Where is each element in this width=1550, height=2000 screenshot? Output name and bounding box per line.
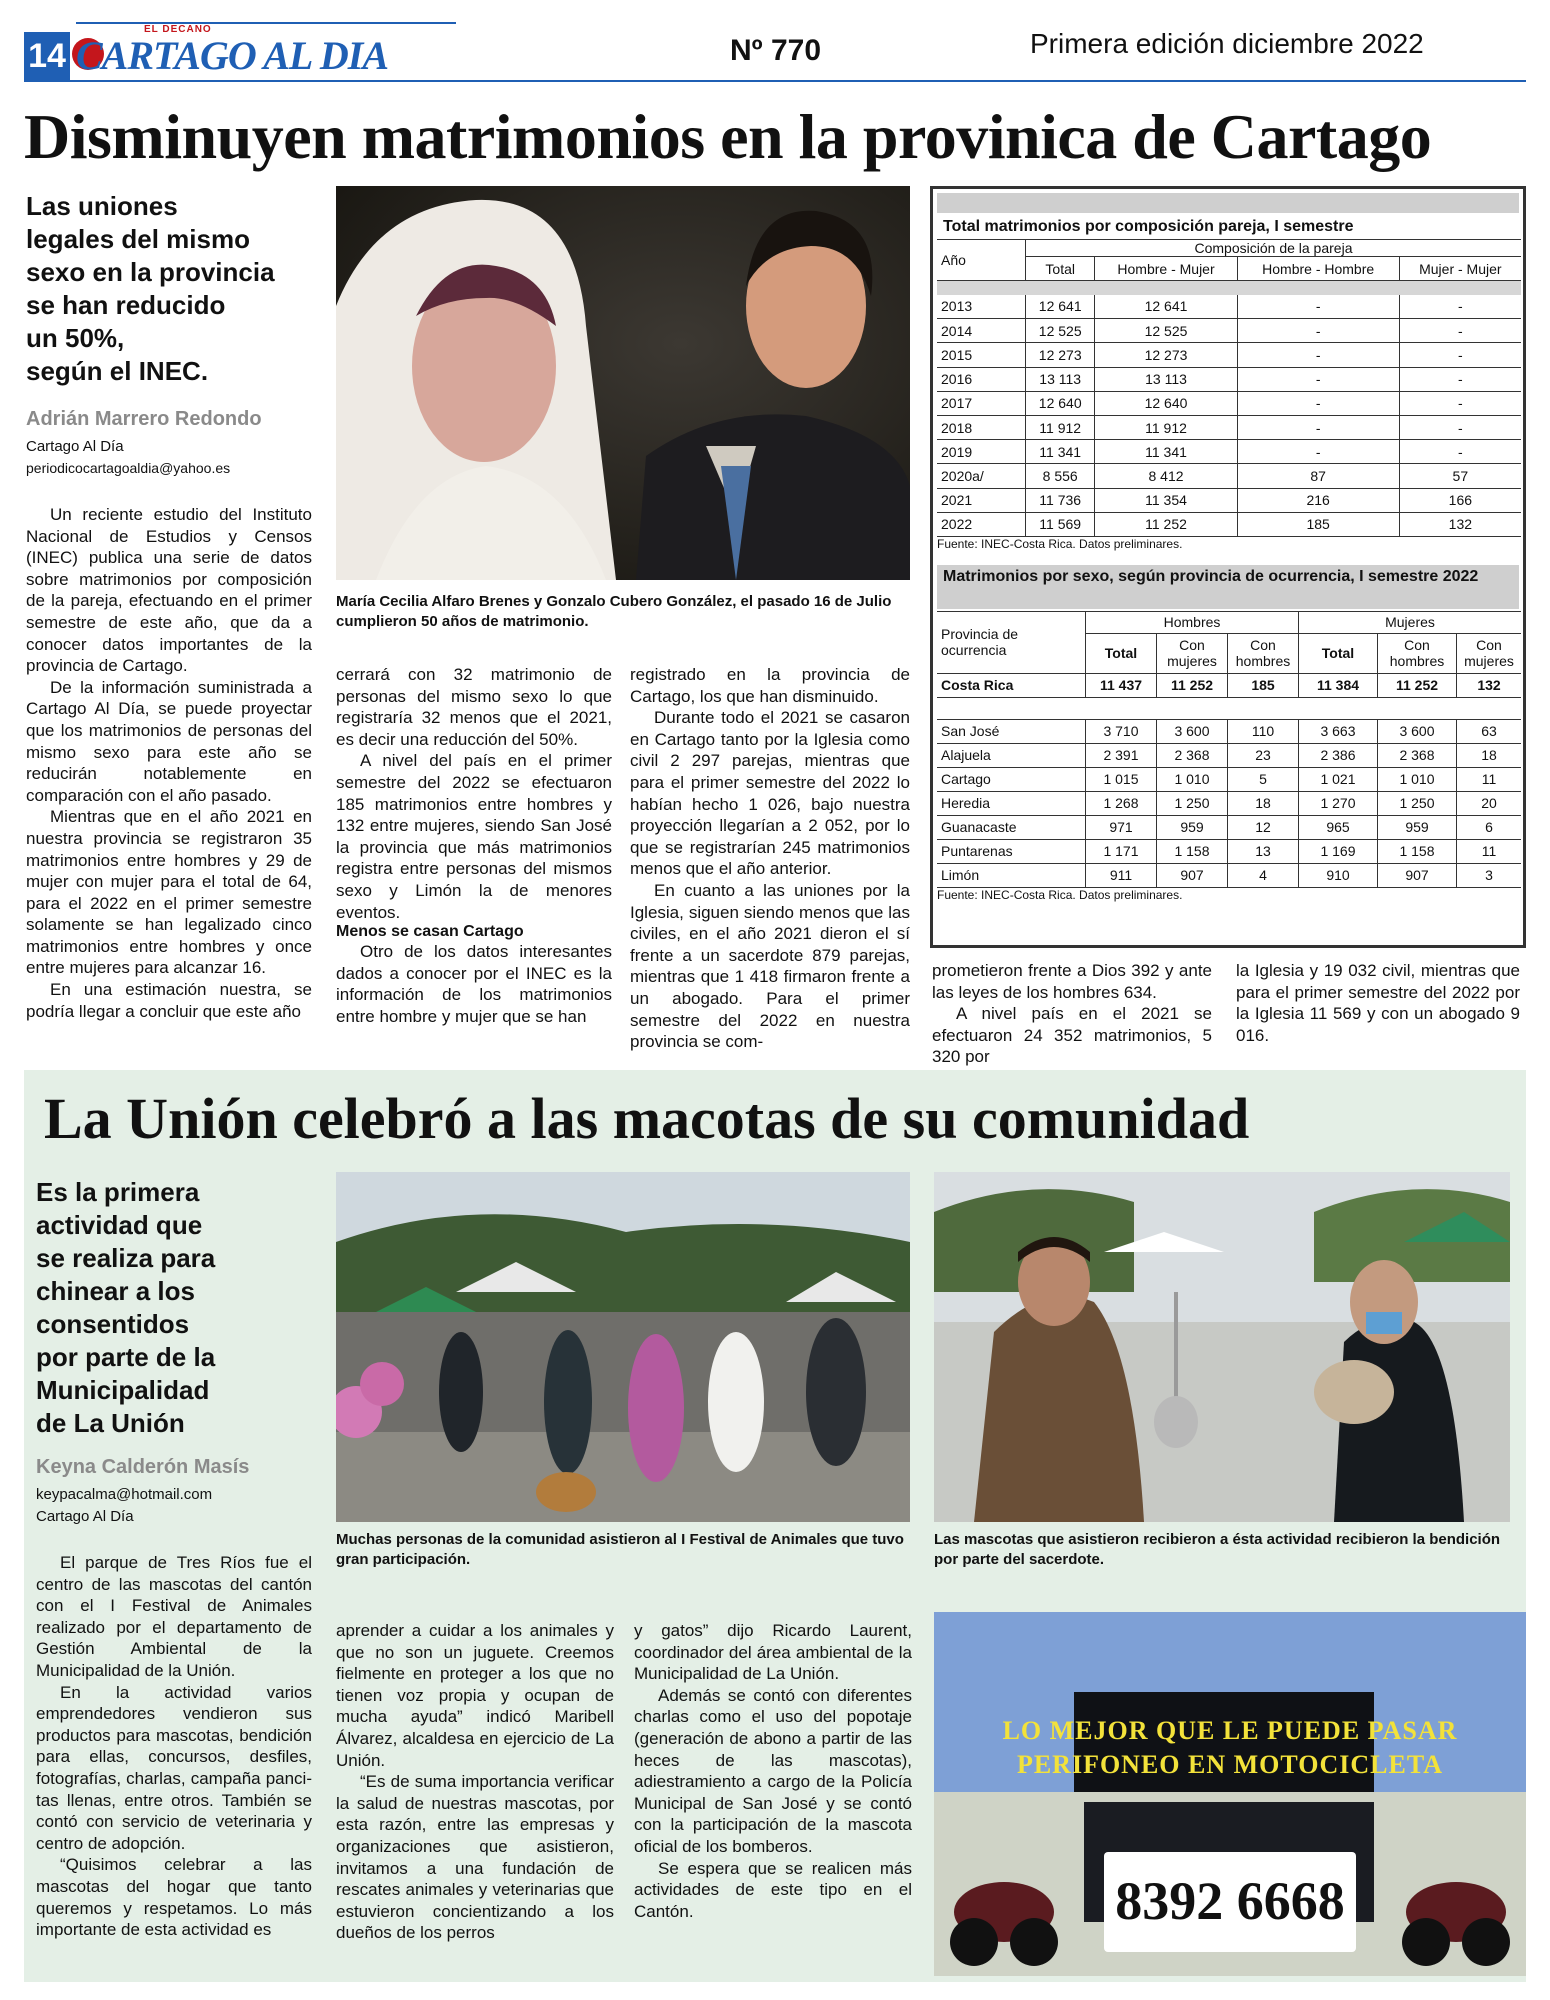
table1-row <box>937 391 1521 415</box>
table2-cell: 11 437 <box>1086 673 1157 697</box>
table2-cell: 11 252 <box>1378 673 1457 697</box>
table2-cell: 5 <box>1228 767 1299 791</box>
table2-cell: 18 <box>1228 791 1299 815</box>
table1-cell: 11 569 <box>1026 512 1095 536</box>
table1-year-cell: 2019 <box>937 440 1026 464</box>
table2-total-row <box>937 673 1521 697</box>
table1-cell: 166 <box>1448 492 1473 509</box>
table1-cell: 8 556 <box>1026 464 1095 488</box>
table2-title: Matrimonios por sexo, según provincia de ocurrencia, I semestre 2022 <box>937 565 1519 609</box>
table1-cell: 11 912 <box>1026 415 1095 439</box>
table2-cell: 1 171 <box>1086 839 1157 863</box>
table2-cell: 1 268 <box>1086 791 1157 815</box>
table2-province-cell: Guanacaste <box>941 819 1017 836</box>
table2-cell: 910 <box>1299 863 1378 887</box>
table2-cell: 2 391 <box>1086 743 1157 767</box>
table2-cell: 1 010 <box>1157 767 1228 791</box>
table1-cell: - <box>1458 298 1463 315</box>
paragraph: Mientras que en el año 2021 en nuestra provincia se registraron 35 matrimonios entre hombres y 29 de mujer con mujer para el total de 64, para el 2022 en el primer semestre solamente se han legalizado cinco matrimonios entre hombres y once entre mujeres para alcanzar 16. <box>26 807 312 978</box>
paragraph: De la información suministrada a Cartago Al Día, se puede proyectar que los matrimonios de personas del mismo sexo para este año se reducirán notablemente en comparación con el año pasado. <box>26 677 312 805</box>
table1-cell: - <box>1237 415 1399 439</box>
table1-cell: 12 273 <box>1095 343 1237 367</box>
table1-cell: 132 <box>1448 516 1473 533</box>
story1-email: periodicocartagoaldia@yahoo.es <box>26 460 231 476</box>
paragraph: registrado en la provincia de Cartago, los que han disminuido. <box>630 665 910 706</box>
table1-cell: - <box>1237 343 1399 367</box>
table1-cell: 87 <box>1237 464 1399 488</box>
story2-caption-2: Las mascotas que asistieron recibieron a ésta actividad recibieron la bendición por parte del sacerdote. <box>934 1531 1501 1568</box>
story2-outlet: Cartago Al Día <box>36 1508 134 1525</box>
table2-cell: 6 <box>1457 815 1522 839</box>
ad-phone: 8392 6668 <box>1115 1871 1345 1931</box>
table1-cell: 13 113 <box>1095 367 1237 391</box>
blessing-photo <box>934 1172 1510 1522</box>
issue-number: Nº 770 <box>730 34 822 67</box>
table2-cell: 971 <box>1086 815 1157 839</box>
table1-row <box>937 319 1521 343</box>
table1-cell: 12 273 <box>1026 343 1095 367</box>
table1-cell: 11 341 <box>1095 440 1237 464</box>
festival-crowd-photo <box>336 1172 910 1522</box>
table1-cell: 216 <box>1237 488 1399 512</box>
paragraph: aprender a cuidar a los animales y que no son un juguete. Creemos fielmente en proteger a los que no tienen voz propia y ocupan de mucha ayuda” indicó Maribell Álvarez, alcaldesa en ejercicio de La Unión. <box>336 1621 614 1770</box>
table1-cell: 11 912 <box>1095 415 1237 439</box>
table1-year-cell: 2018 <box>937 415 1026 439</box>
header-rule <box>24 80 1526 82</box>
table1-cell: - <box>1458 419 1463 436</box>
table1-body <box>937 295 1521 537</box>
table2-col-header: Total <box>1086 633 1157 673</box>
table1 <box>937 239 1521 537</box>
table2-col-header: Con hombres <box>1378 633 1457 673</box>
story1-photo-caption: María Cecilia Alfaro Brenes y Gonzalo Cubero González, el pasado 16 de Julio cumplieron 50 años de matrimonio. <box>336 593 892 630</box>
table2-cell: 11 <box>1457 767 1522 791</box>
table1-cell: 11 736 <box>1026 488 1095 512</box>
table2-province-cell: Costa Rica <box>941 677 1014 694</box>
paragraph: En cuanto a las uniones por la Iglesia, siguen siendo menos que las civiles, en el año 2021 dieron el sí frente a un sacerdote 879 parejas, mientras que 1 418 firmaron frente a un abogado. Para el primer semestre del 2022 en nuestra provincia se com- <box>630 880 910 1052</box>
table1-cell: - <box>1458 443 1463 460</box>
table2-cell: 3 600 <box>1157 719 1228 743</box>
table1-row <box>937 488 1521 512</box>
table2-cell: 959 <box>1378 815 1457 839</box>
table2-col-header: Con mujeres <box>1157 633 1228 673</box>
logo-name: CARTAGO AL DIA <box>76 33 388 78</box>
paragraph: “Quisimos celebrar a las mascotas del hogar que tanto queremos y respetamos. Lo más importante de esta actividad es <box>36 1855 312 1940</box>
festival-crowd-image <box>336 1172 910 1522</box>
paragraph: “Es de suma importancia verificar la salud de nuestras mascotas, por esta razón, entre las empresas y organizaciones que asistieron, invitamos a una fundación de rescates animales y veterinarias que estuvieron concientizando a los dueños de los perros <box>336 1772 614 1943</box>
table1-cell: 12 640 <box>1026 391 1095 415</box>
page-number: 14 <box>24 32 70 80</box>
table1-col-header: Hombre - Hombre <box>1237 257 1399 281</box>
table1-row <box>937 464 1521 488</box>
table2-spacer <box>937 697 1521 719</box>
story1-column-5 <box>1236 960 1520 1046</box>
ad-line-1: LO MEJOR QUE LE PUEDE PASAR <box>1002 1716 1458 1745</box>
table1-year-cell: 2016 <box>937 367 1026 391</box>
table2-row <box>937 719 1521 743</box>
table2-col-header: Total <box>1299 633 1378 673</box>
table1-group-header: Composición de la pareja <box>1026 240 1522 257</box>
paragraph: y gatos” dijo Ricardo Laurent, coordinador del área ambiental de la Municipalidad de La Unión. <box>634 1621 912 1684</box>
paragraph: Además se contó con diferentes charlas como el uso del popotaje (generación de abono a partir de las heces de las mascotas), adiestramiento a cargo de la Policía Municipal de San José y se contó con la participación de la mascota oficial de los bomberos. <box>634 1685 912 1856</box>
table2-province-cell: Puntarenas <box>941 843 1013 860</box>
table2 <box>937 611 1521 888</box>
table1-year-cell: 2014 <box>937 319 1026 343</box>
table2-cell: 23 <box>1228 743 1299 767</box>
table1-cell: 8 412 <box>1095 464 1237 488</box>
table1-cell: 12 641 <box>1095 295 1237 319</box>
paragraph: Otro de los datos interesantes dados a conocer por el INEC es la información de los matrimonios entre hombre y mujer que se han <box>336 942 612 1026</box>
table2-cell: 1 021 <box>1299 767 1378 791</box>
story2-author: Keyna Calderón Masís <box>36 1456 250 1478</box>
table1-row <box>937 295 1521 319</box>
table1-row <box>937 367 1521 391</box>
story1-column-4 <box>932 960 1212 1068</box>
table2-cell: 1 250 <box>1378 791 1457 815</box>
table1-cell: 12 641 <box>1026 295 1095 319</box>
table1-cell: 57 <box>1452 467 1469 484</box>
table2-province-cell: Limón <box>941 867 980 884</box>
paragraph: A nivel del país en el primer semestre del 2022 se efectuaron 185 matrimonios entre hombres y 132 entre mujeres, siendo San José la provincia que más matrimonios registra entre personas del mismos sexo y Limón la de menores eventos. <box>336 751 612 922</box>
table1-year-cell: 2022 <box>937 512 1026 536</box>
story2-column-3 <box>634 1620 912 1922</box>
wedding-photo <box>336 186 910 580</box>
table2-cell: 11 252 <box>1157 673 1228 697</box>
table1-year-cell: 2017 <box>937 391 1026 415</box>
table1-row <box>937 415 1521 439</box>
table2-source: Fuente: INEC-Costa Rica. Datos preliminares. <box>937 887 1183 902</box>
table1-cell: - <box>1237 391 1399 415</box>
story1-headline: Disminuyen matrimonios en la provinica de Cartago <box>24 101 1432 172</box>
table2-group-mujeres: Mujeres <box>1299 611 1522 633</box>
deck-line: se han reducido <box>26 290 226 320</box>
table2-cell: 18 <box>1457 743 1522 767</box>
table2-cell: 13 <box>1228 839 1299 863</box>
deck-line: se realiza para <box>36 1243 216 1273</box>
table1-cell: - <box>1237 367 1399 391</box>
table1-year-cell: 2020a/ <box>937 464 1026 488</box>
table2-col-header: Con hombres <box>1228 633 1299 673</box>
table1-source: Fuente: INEC-Costa Rica. Datos preliminares. <box>937 536 1183 551</box>
table2-group-hombres: Hombres <box>1086 611 1299 633</box>
logo-kicker: EL DECANO <box>144 24 212 35</box>
table2-cell: 1 250 <box>1157 791 1228 815</box>
deck-line: de La Unión <box>36 1408 185 1438</box>
table2-province-cell: San José <box>941 723 1000 740</box>
table1-year-header: Año <box>937 240 1026 281</box>
table1-cell: 11 252 <box>1095 512 1237 536</box>
table2-row <box>937 743 1521 767</box>
table2-cell: 2 368 <box>1157 743 1228 767</box>
table1-row <box>937 343 1521 367</box>
table1-col-header: Total <box>1026 257 1095 281</box>
table1-title-bar <box>937 193 1519 235</box>
table1-cell: 11 354 <box>1095 488 1237 512</box>
table1-title: Total matrimonios por composición pareja, I semestre <box>943 218 1354 235</box>
table2-row-header: Provincia de ocurrencia <box>941 626 1019 659</box>
story2-email: keypacalma@hotmail.com <box>36 1486 213 1503</box>
story1-column-2 <box>336 664 612 1028</box>
story1-outlet: Cartago Al Día <box>26 438 124 455</box>
table2-cell: 2 368 <box>1378 743 1457 767</box>
table1-col-header: Hombre - Mujer <box>1095 257 1237 281</box>
paragraph: Se espera que se realicen más actividades de este tipo en el Cantón. <box>634 1858 912 1921</box>
tables-box <box>930 186 1526 948</box>
deck-line: sexo en la provincia <box>26 257 275 287</box>
table1-cell: - <box>1237 319 1399 343</box>
motorcycle-ad <box>934 1612 1526 1976</box>
table1-row <box>937 440 1521 464</box>
table2-cell: 907 <box>1378 863 1457 887</box>
table1-year-cell: 2015 <box>937 343 1026 367</box>
table2-cell: 1 158 <box>1378 839 1457 863</box>
deck-line: según el INEC. <box>26 356 209 386</box>
table2-cell: 959 <box>1157 815 1228 839</box>
table2-row <box>937 815 1521 839</box>
table1-col-header: Mujer - Mujer <box>1419 260 1502 277</box>
table1-cell: - <box>1237 295 1399 319</box>
deck-line: consentidos <box>36 1309 190 1339</box>
paragraph: A nivel país en el 2021 se efectuaron 24 352 matrimonios, 5 320 por <box>932 1004 1212 1067</box>
table2-row <box>937 863 1521 887</box>
table2-body <box>937 673 1521 887</box>
table2-cell: 3 710 <box>1086 719 1157 743</box>
table1-cell: 12 525 <box>1095 319 1237 343</box>
deck-line: Es la primera <box>36 1177 200 1207</box>
story1-column-1 <box>26 504 312 1022</box>
table2-cell: 2 386 <box>1299 743 1378 767</box>
table2-cell: 1 015 <box>1086 767 1157 791</box>
table2-cell: 965 <box>1299 815 1378 839</box>
paragraph: prometieron frente a Dios 392 y ante las leyes de los hombres 634. <box>932 961 1212 1002</box>
story1-column-3 <box>630 664 910 1053</box>
paragraph: Un reciente estudio del Instituto Nacional de Estudios y Censos (INEC) publica una serie de datos sobre matrimonios por composición de la pareja, efectuando en el primer semestre de este año, que da a conocer datos importantes de la provincia de Cartago. <box>26 505 312 676</box>
ad-line-2: PERIFONEO EN MOTOCICLETA <box>1016 1750 1444 1779</box>
story1-author: Adrián Marrero Redondo <box>26 408 262 430</box>
table2-cell: 1 270 <box>1299 791 1378 815</box>
table2-row <box>937 839 1521 863</box>
table1-year-cell: 2021 <box>937 488 1026 512</box>
deck-line: actividad que <box>36 1210 203 1240</box>
table2-cell: 11 384 <box>1299 673 1378 697</box>
deck-line: un 50%, <box>26 323 125 353</box>
table2-cell: 132 <box>1457 673 1522 697</box>
paragraph: la Iglesia y 19 032 civil, mientras que para el primer semestre del 2022 por la Iglesia 11 569 y con un abogado 9 016. <box>1236 961 1520 1045</box>
table1-spacer <box>937 281 1521 295</box>
table2-cell: 1 169 <box>1299 839 1378 863</box>
story2-deck <box>36 1176 296 1440</box>
deck-line: por parte de la <box>36 1342 216 1372</box>
table2-cell: 4 <box>1228 863 1299 887</box>
deck-line: Municipalidad <box>36 1375 210 1405</box>
table2-cell: 63 <box>1457 719 1522 743</box>
table2-cell: 1 158 <box>1157 839 1228 863</box>
table2-cell: 185 <box>1228 673 1299 697</box>
deck-line: chinear a los <box>36 1276 195 1306</box>
table2-row <box>937 791 1521 815</box>
table1-cell: 11 341 <box>1026 440 1095 464</box>
wedding-photo-image <box>336 186 910 580</box>
blessing-image <box>934 1172 1510 1522</box>
story2-column-2 <box>336 1620 614 1944</box>
deck-line: legales del mismo <box>26 224 250 254</box>
table2-spacer-cell <box>937 697 1521 719</box>
table2-col-header: Con mujeres <box>1457 633 1522 673</box>
newspaper-logo <box>76 24 388 82</box>
story2-column-1 <box>36 1552 312 1941</box>
table1-cell: 12 640 <box>1095 391 1237 415</box>
table1-cell: - <box>1458 395 1463 412</box>
table1-cell: 13 113 <box>1026 367 1095 391</box>
story2-headline: La Unión celebró a las macotas de su comunidad <box>44 1086 1250 1151</box>
table2-cell: 20 <box>1457 791 1522 815</box>
table2-province-cell: Cartago <box>941 771 991 788</box>
story1-deck <box>26 190 326 388</box>
table2-cell: 1 010 <box>1378 767 1457 791</box>
table2-province-cell: Heredia <box>941 795 991 812</box>
table1-cell: 185 <box>1237 512 1399 536</box>
table2-cell: 3 663 <box>1299 719 1378 743</box>
table1-year-cell: 2013 <box>937 295 1026 319</box>
table2-cell: 911 <box>1086 863 1157 887</box>
paragraph: El parque de Tres Ríos fue el centro de las mascotas del cantón con el I Festival de Animales realizado por el departamento de Gestión Ambiental de la Municipalidad de la Unión. <box>36 1553 312 1680</box>
table2-cell: 12 <box>1228 815 1299 839</box>
table2-cell: 3 600 <box>1378 719 1457 743</box>
table2-cell: 907 <box>1157 863 1228 887</box>
table2-row <box>937 767 1521 791</box>
table1-cell: - <box>1458 322 1463 339</box>
table1-cell: - <box>1458 346 1463 363</box>
paragraph: En la actividad varios emprendedores vendieron sus productos para mascotas, bendición para ellas, concursos, desfiles, fotografías, charlas, campaña panci-tas llenas, entre otros. También se contó con servicio de veterinaria y centro de adopción. <box>36 1682 312 1853</box>
table2-cell: 3 <box>1457 863 1522 887</box>
subhead: Menos se casan Cartago <box>336 923 524 941</box>
deck-line: Las uniones <box>26 191 178 221</box>
story2-caption-1: Muchas personas de la comunidad asistieron al I Festival de Animales que tuvo gran participación. <box>336 1531 904 1568</box>
table2-province-cell: Alajuela <box>941 747 991 764</box>
table1-cell: - <box>1237 440 1399 464</box>
table1-row <box>937 512 1521 536</box>
edition-date: Primera edición diciembre 2022 <box>1030 28 1424 59</box>
paragraph: cerrará con 32 matrimonio de personas del mismo sexo lo que registraría 32 menos que el 2021, es decir una reducción del 50%. <box>336 665 612 749</box>
table2-cell: 110 <box>1228 719 1299 743</box>
table1-cell: 12 525 <box>1026 319 1095 343</box>
paragraph: En una estimación nuestra, se podría llegar a concluir que este año <box>26 980 312 1021</box>
table1-cell: - <box>1458 371 1463 388</box>
table2-cell: 11 <box>1457 839 1522 863</box>
paragraph: Durante todo el 2021 se casaron en Cartago tanto por la Iglesia como civil 2 297 parejas, mientras que para el primer semestre del 2022 lo habían hecho 1 026, bajo nuestra proyección llegarían a 2 052, por lo que se registrarían 245 matrimonios menos que el año anterior. <box>630 708 910 879</box>
